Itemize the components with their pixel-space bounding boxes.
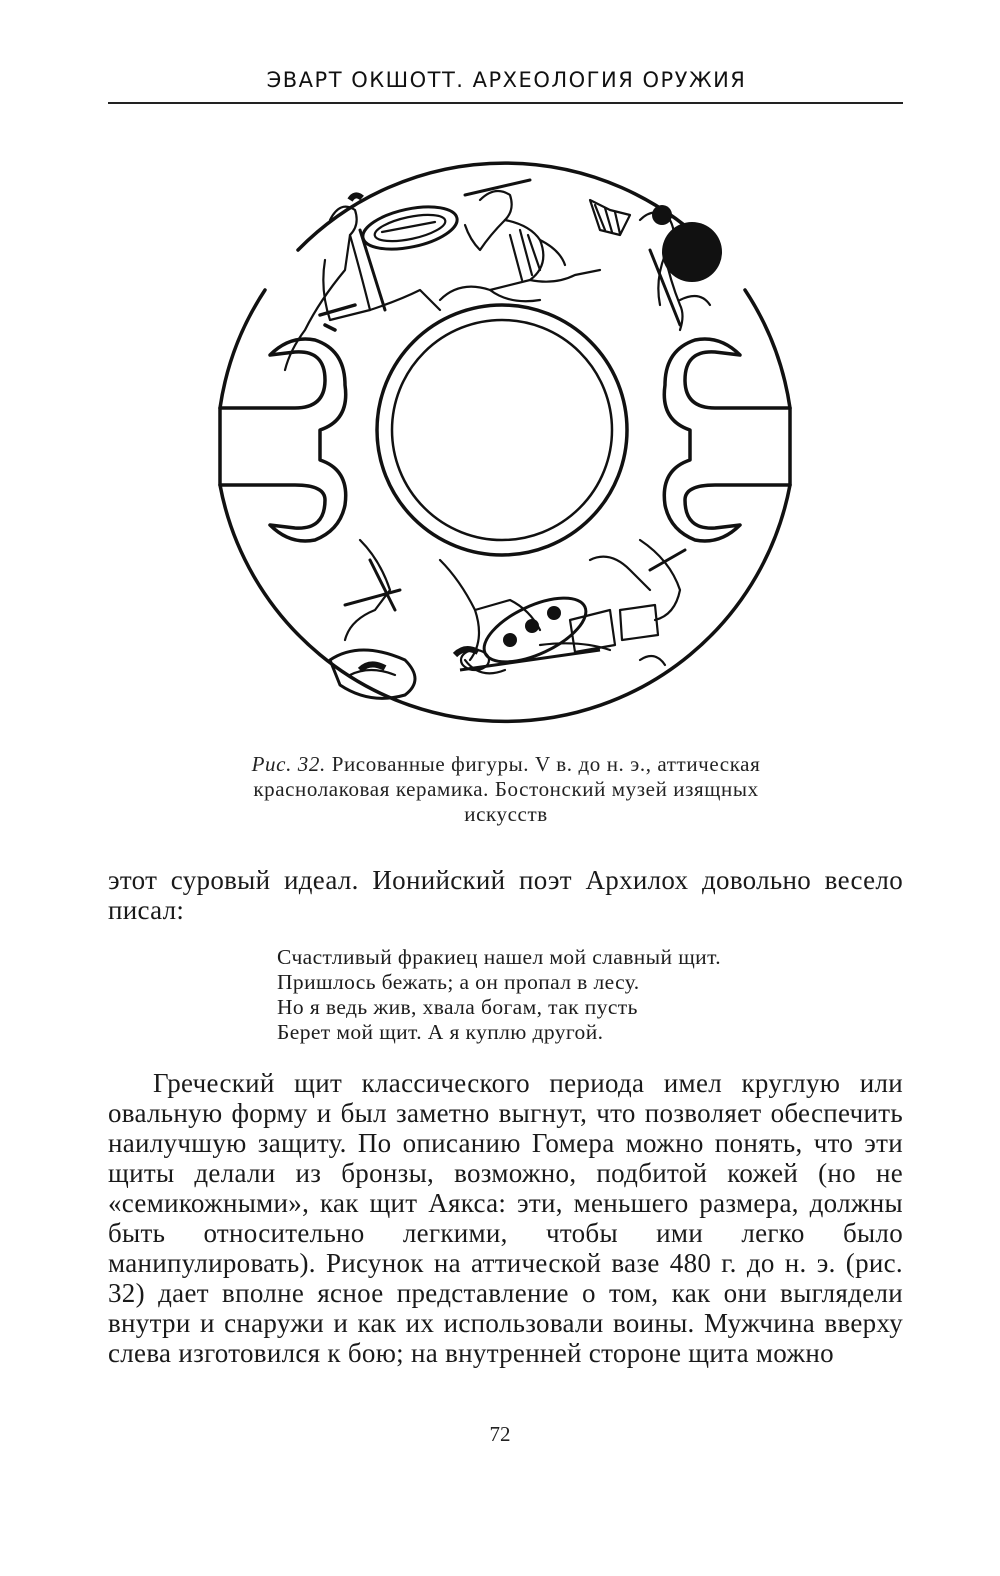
poem-line: Но я ведь жив, хвала богам, так пусть bbox=[277, 995, 638, 1019]
left-handle bbox=[220, 339, 346, 541]
figure-label: Рис. 32. bbox=[251, 752, 326, 776]
cup-rim bbox=[298, 163, 712, 250]
paragraph-1: этот суровый идеал. Ионийский поэт Архилох довольно весело писал: bbox=[108, 865, 903, 925]
lower-oval-shield bbox=[460, 585, 600, 675]
header-rule bbox=[108, 102, 903, 104]
kylix-figure bbox=[210, 140, 800, 725]
poem-line: Пришлось бежать; а он пропал в лесу. bbox=[277, 970, 640, 994]
round-shield bbox=[662, 222, 722, 282]
figure-caption-text: Рисованные фигуры. V в. до н. э., аттическая краснолаковая керамика. Бостонский музей изящных искусств bbox=[253, 752, 761, 826]
central-medallion-outer bbox=[377, 305, 627, 555]
running-title: ЭВАРТ ОКШОТТ. АРХЕОЛОГИЯ ОРУЖИЯ bbox=[266, 68, 747, 92]
poem-line: Счастливый фракиец нашел мой славный щит. bbox=[277, 945, 722, 969]
page-number: 72 bbox=[489, 1422, 511, 1446]
right-handle bbox=[664, 339, 790, 541]
paragraph-2: Греческий щит классического периода имел круглую или овальную форму и был заметно выгнут, что позволяет обеспечить наилучшую защиту. По описанию Гомера можно понять, что эти щиты делали из бронзы, возможно, подбитой кожей (но не «семикожными», как щит Аякса: эти, меньшего размера, должны быть относительно легкими, чтобы ими легко было манипулировать). Рисунок на аттической вазе 480 г. до н. э. (рис. 32) дает вполне ясное представление о том, как они выглядели внутри и снаружи и как их использовали воины. Мужчина вверху слева изготовился к бою; на внутренней стороне щита можно bbox=[108, 1068, 903, 1368]
poem bbox=[277, 945, 877, 1045]
figure-caption bbox=[222, 752, 790, 827]
central-medallion-inner bbox=[392, 320, 612, 540]
greek-kylix-warriors-drawing-icon bbox=[210, 140, 800, 725]
poem-line: Берет мой щит. А я куплю другой. bbox=[277, 1020, 604, 1044]
